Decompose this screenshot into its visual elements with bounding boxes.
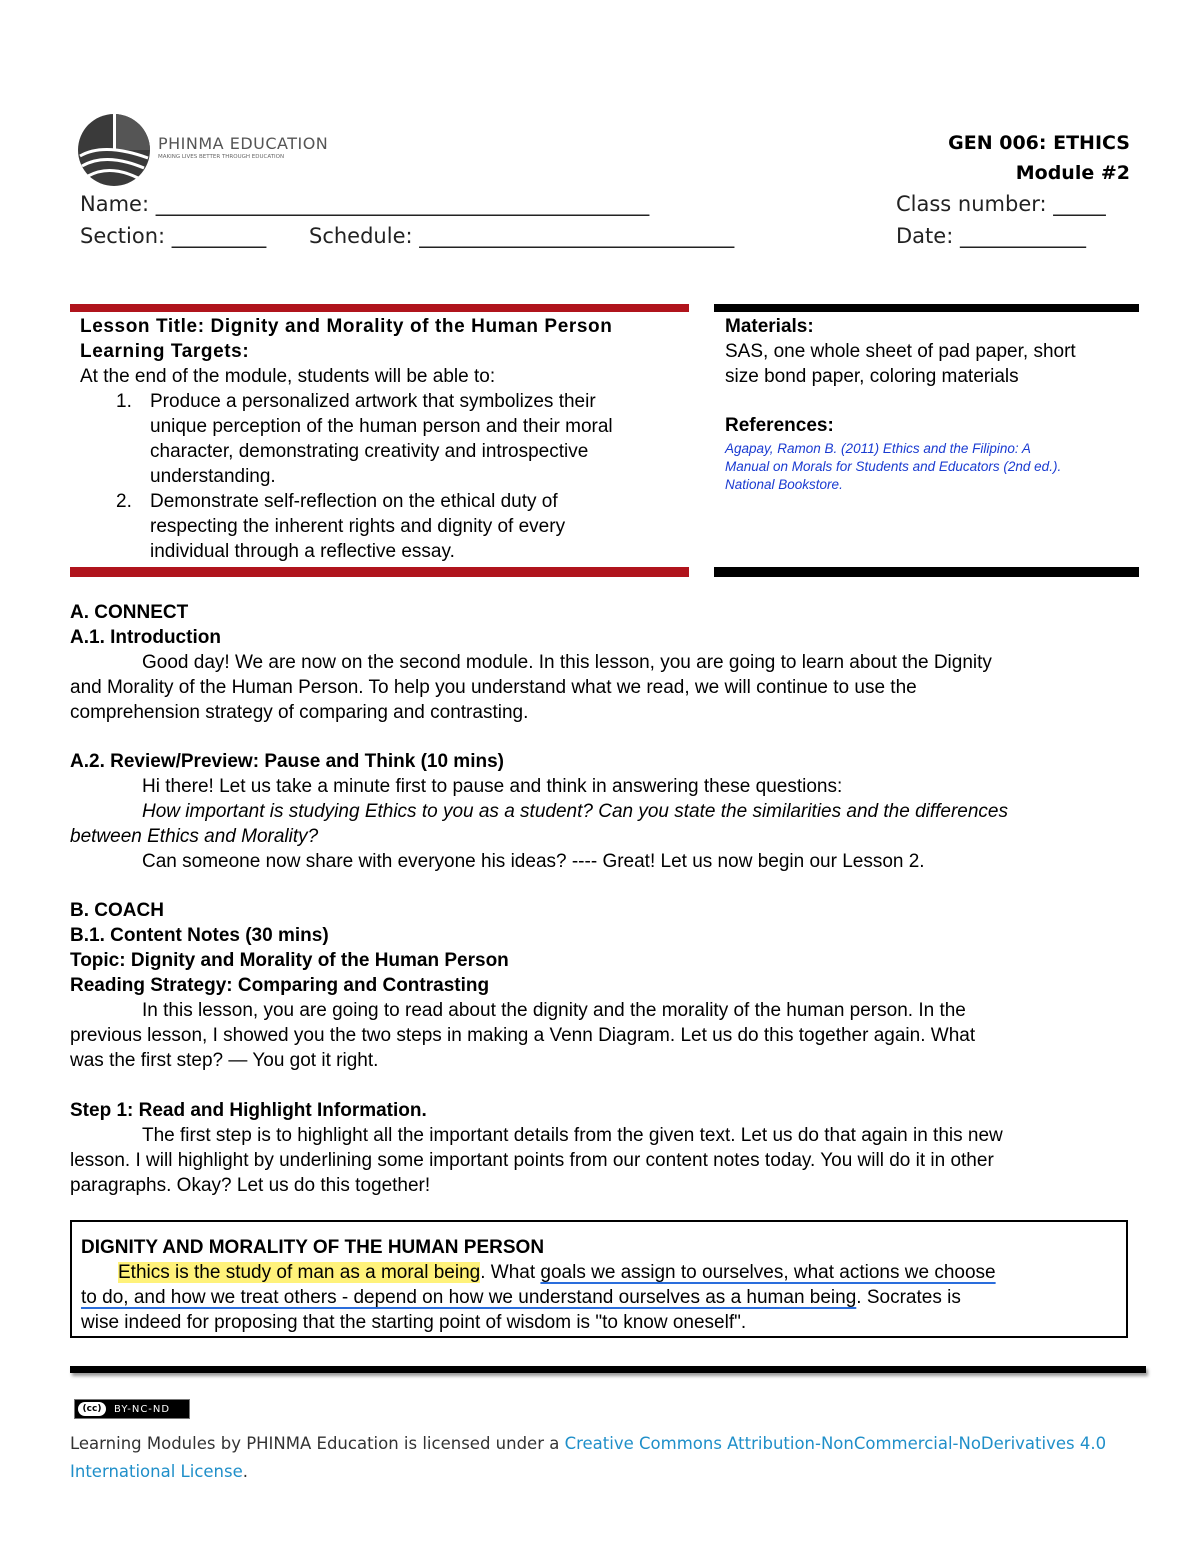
content-notes-heading: B.1. Content Notes (30 mins) bbox=[70, 925, 329, 946]
target-line: unique perception of the human person and their moral bbox=[150, 416, 613, 437]
name-field[interactable]: Name: _______________________________________________ bbox=[80, 192, 650, 216]
logo-tagline: MAKING LIVES BETTER THROUGH EDUCATION bbox=[158, 154, 285, 160]
intro-paragraph-line: Good day! We are now on the second module. In this lesson, you are going to learn about the Dignity bbox=[142, 652, 992, 673]
cc-badge-text: BY-NC-ND bbox=[114, 1403, 171, 1415]
license-suffix: . bbox=[242, 1462, 249, 1481]
materials-bottom-rule bbox=[714, 567, 1139, 577]
connect-section bbox=[70, 600, 1140, 874]
references-heading: References: bbox=[725, 415, 834, 436]
reference-line: Manual on Morals for Students and Educators (2nd ed.). bbox=[725, 459, 1062, 474]
connect-heading: A. CONNECT bbox=[70, 602, 189, 623]
license-link[interactable]: Creative Commons Attribution-NonCommercial-NoDerivatives 4.0 bbox=[564, 1434, 1107, 1453]
reading-strategy-heading: Reading Strategy: Comparing and Contrasting bbox=[70, 975, 490, 996]
lesson-bottom-rule bbox=[70, 567, 689, 577]
box-text: . Socrates is bbox=[856, 1287, 961, 1308]
coach-heading: B. COACH bbox=[70, 900, 164, 921]
review-question: How important is studying Ethics to you as a student? Can you state the similarities and the differences bbox=[142, 801, 1009, 822]
box-text: . What bbox=[480, 1262, 541, 1283]
target-item bbox=[80, 489, 685, 564]
step1-paragraph-line: paragraphs. Okay? Let us do this together! bbox=[70, 1175, 431, 1196]
review-line: Hi there! Let us take a minute first to pause and think in answering these questions: bbox=[142, 776, 843, 797]
course-code: GEN 006: ETHICS bbox=[948, 132, 1130, 154]
coach-section bbox=[70, 898, 1140, 1198]
cc-icon: (cc) bbox=[78, 1402, 106, 1416]
intro-paragraph-line: and Morality of the Human Person. To help you understand what we read, we will continue to use the bbox=[70, 677, 917, 698]
box-title: DIGNITY AND MORALITY OF THE HUMAN PERSON bbox=[81, 1237, 545, 1258]
target-line: character, demonstrating creativity and introspective bbox=[150, 441, 589, 462]
box-line bbox=[81, 1285, 961, 1310]
target-line: respecting the inherent rights and dignity of every bbox=[150, 516, 566, 537]
phinma-logo-mark-icon bbox=[74, 112, 158, 190]
materials-panel bbox=[725, 314, 1135, 494]
highlighted-text: Ethics is the study of man as a moral being bbox=[118, 1262, 481, 1283]
step1-paragraph-line: lesson. I will highlight by underlining some important points from our content notes today. You will do it in other bbox=[70, 1150, 994, 1171]
underlined-text: to do, and how we treat others - depend on how we understand ourselves as a human being bbox=[81, 1287, 857, 1308]
notes-paragraph-line: previous lesson, I showed you the two steps in making a Venn Diagram. Let us do this together again. What bbox=[70, 1025, 976, 1046]
module-number: Module #2 bbox=[1015, 162, 1130, 184]
footer-rule bbox=[70, 1366, 1146, 1373]
reference-line: National Bookstore. bbox=[725, 477, 843, 492]
notes-paragraph-line: In this lesson, you are going to read about the dignity and the morality of the human person. In the bbox=[142, 1000, 966, 1021]
review-question: between Ethics and Morality? bbox=[70, 826, 319, 847]
underlined-text: goals we assign to ourselves, what actions we choose bbox=[540, 1262, 996, 1283]
materials-line: size bond paper, coloring materials bbox=[725, 366, 1019, 387]
topic-heading: Topic: Dignity and Morality of the Human Person bbox=[70, 950, 509, 971]
lesson-top-rule bbox=[70, 304, 689, 312]
lesson-panel bbox=[80, 314, 685, 564]
target-line: individual through a reflective essay. bbox=[150, 541, 455, 562]
review-line: Can someone now share with everyone his ideas? ---- Great! Let us now begin our Lesson 2. bbox=[142, 851, 925, 872]
reference-line: Agapay, Ramon B. (2011) Ethics and the Filipino: A bbox=[725, 441, 1031, 456]
lesson-title: Lesson Title: Dignity and Morality of the Human Person bbox=[80, 316, 613, 337]
learning-targets-heading: Learning Targets: bbox=[80, 341, 250, 362]
cc-license-badge[interactable] bbox=[74, 1399, 190, 1419]
step1-heading: Step 1: Read and Highlight Information. bbox=[70, 1100, 427, 1121]
section-field[interactable]: Section: _________ bbox=[80, 224, 267, 248]
intro-paragraph-line: comprehension strategy of comparing and contrasting. bbox=[70, 702, 529, 723]
schedule-field[interactable]: Schedule: ______________________________ bbox=[309, 224, 735, 248]
target-number: 2. bbox=[116, 491, 132, 512]
license-link[interactable]: International License bbox=[70, 1462, 243, 1481]
materials-top-rule bbox=[714, 304, 1139, 312]
license-prefix: Learning Modules by PHINMA Education is licensed under a bbox=[70, 1434, 565, 1453]
step1-paragraph-line: The first step is to highlight all the important details from the given text. Let us do that again in this new bbox=[142, 1125, 1003, 1146]
materials-line: SAS, one whole sheet of pad paper, short bbox=[725, 341, 1076, 362]
box-line bbox=[118, 1260, 996, 1285]
notes-paragraph-line: was the first step? — You got it right. bbox=[70, 1050, 379, 1071]
logo-text: PHINMA EDUCATION bbox=[158, 134, 329, 153]
materials-heading: Materials: bbox=[725, 316, 814, 337]
review-heading: A.2. Review/Preview: Pause and Think (10 mins) bbox=[70, 751, 504, 772]
phinma-logo bbox=[74, 112, 344, 190]
introduction-heading: A.1. Introduction bbox=[70, 627, 221, 648]
box-line: wise indeed for proposing that the starting point of wisdom is "to know oneself". bbox=[81, 1312, 747, 1333]
target-line: Produce a personalized artwork that symbolizes their bbox=[150, 391, 596, 412]
target-line: Demonstrate self-reflection on the ethical duty of bbox=[150, 491, 558, 512]
class-number-field[interactable]: Class number: _____ bbox=[896, 192, 1106, 216]
content-notes-box bbox=[70, 1220, 1128, 1338]
date-field[interactable]: Date: ____________ bbox=[896, 224, 1086, 248]
target-item bbox=[80, 389, 685, 489]
license-text bbox=[70, 1430, 1150, 1486]
target-number: 1. bbox=[116, 391, 132, 412]
target-line: understanding. bbox=[150, 466, 276, 487]
targets-intro: At the end of the module, students will be able to: bbox=[80, 366, 496, 387]
